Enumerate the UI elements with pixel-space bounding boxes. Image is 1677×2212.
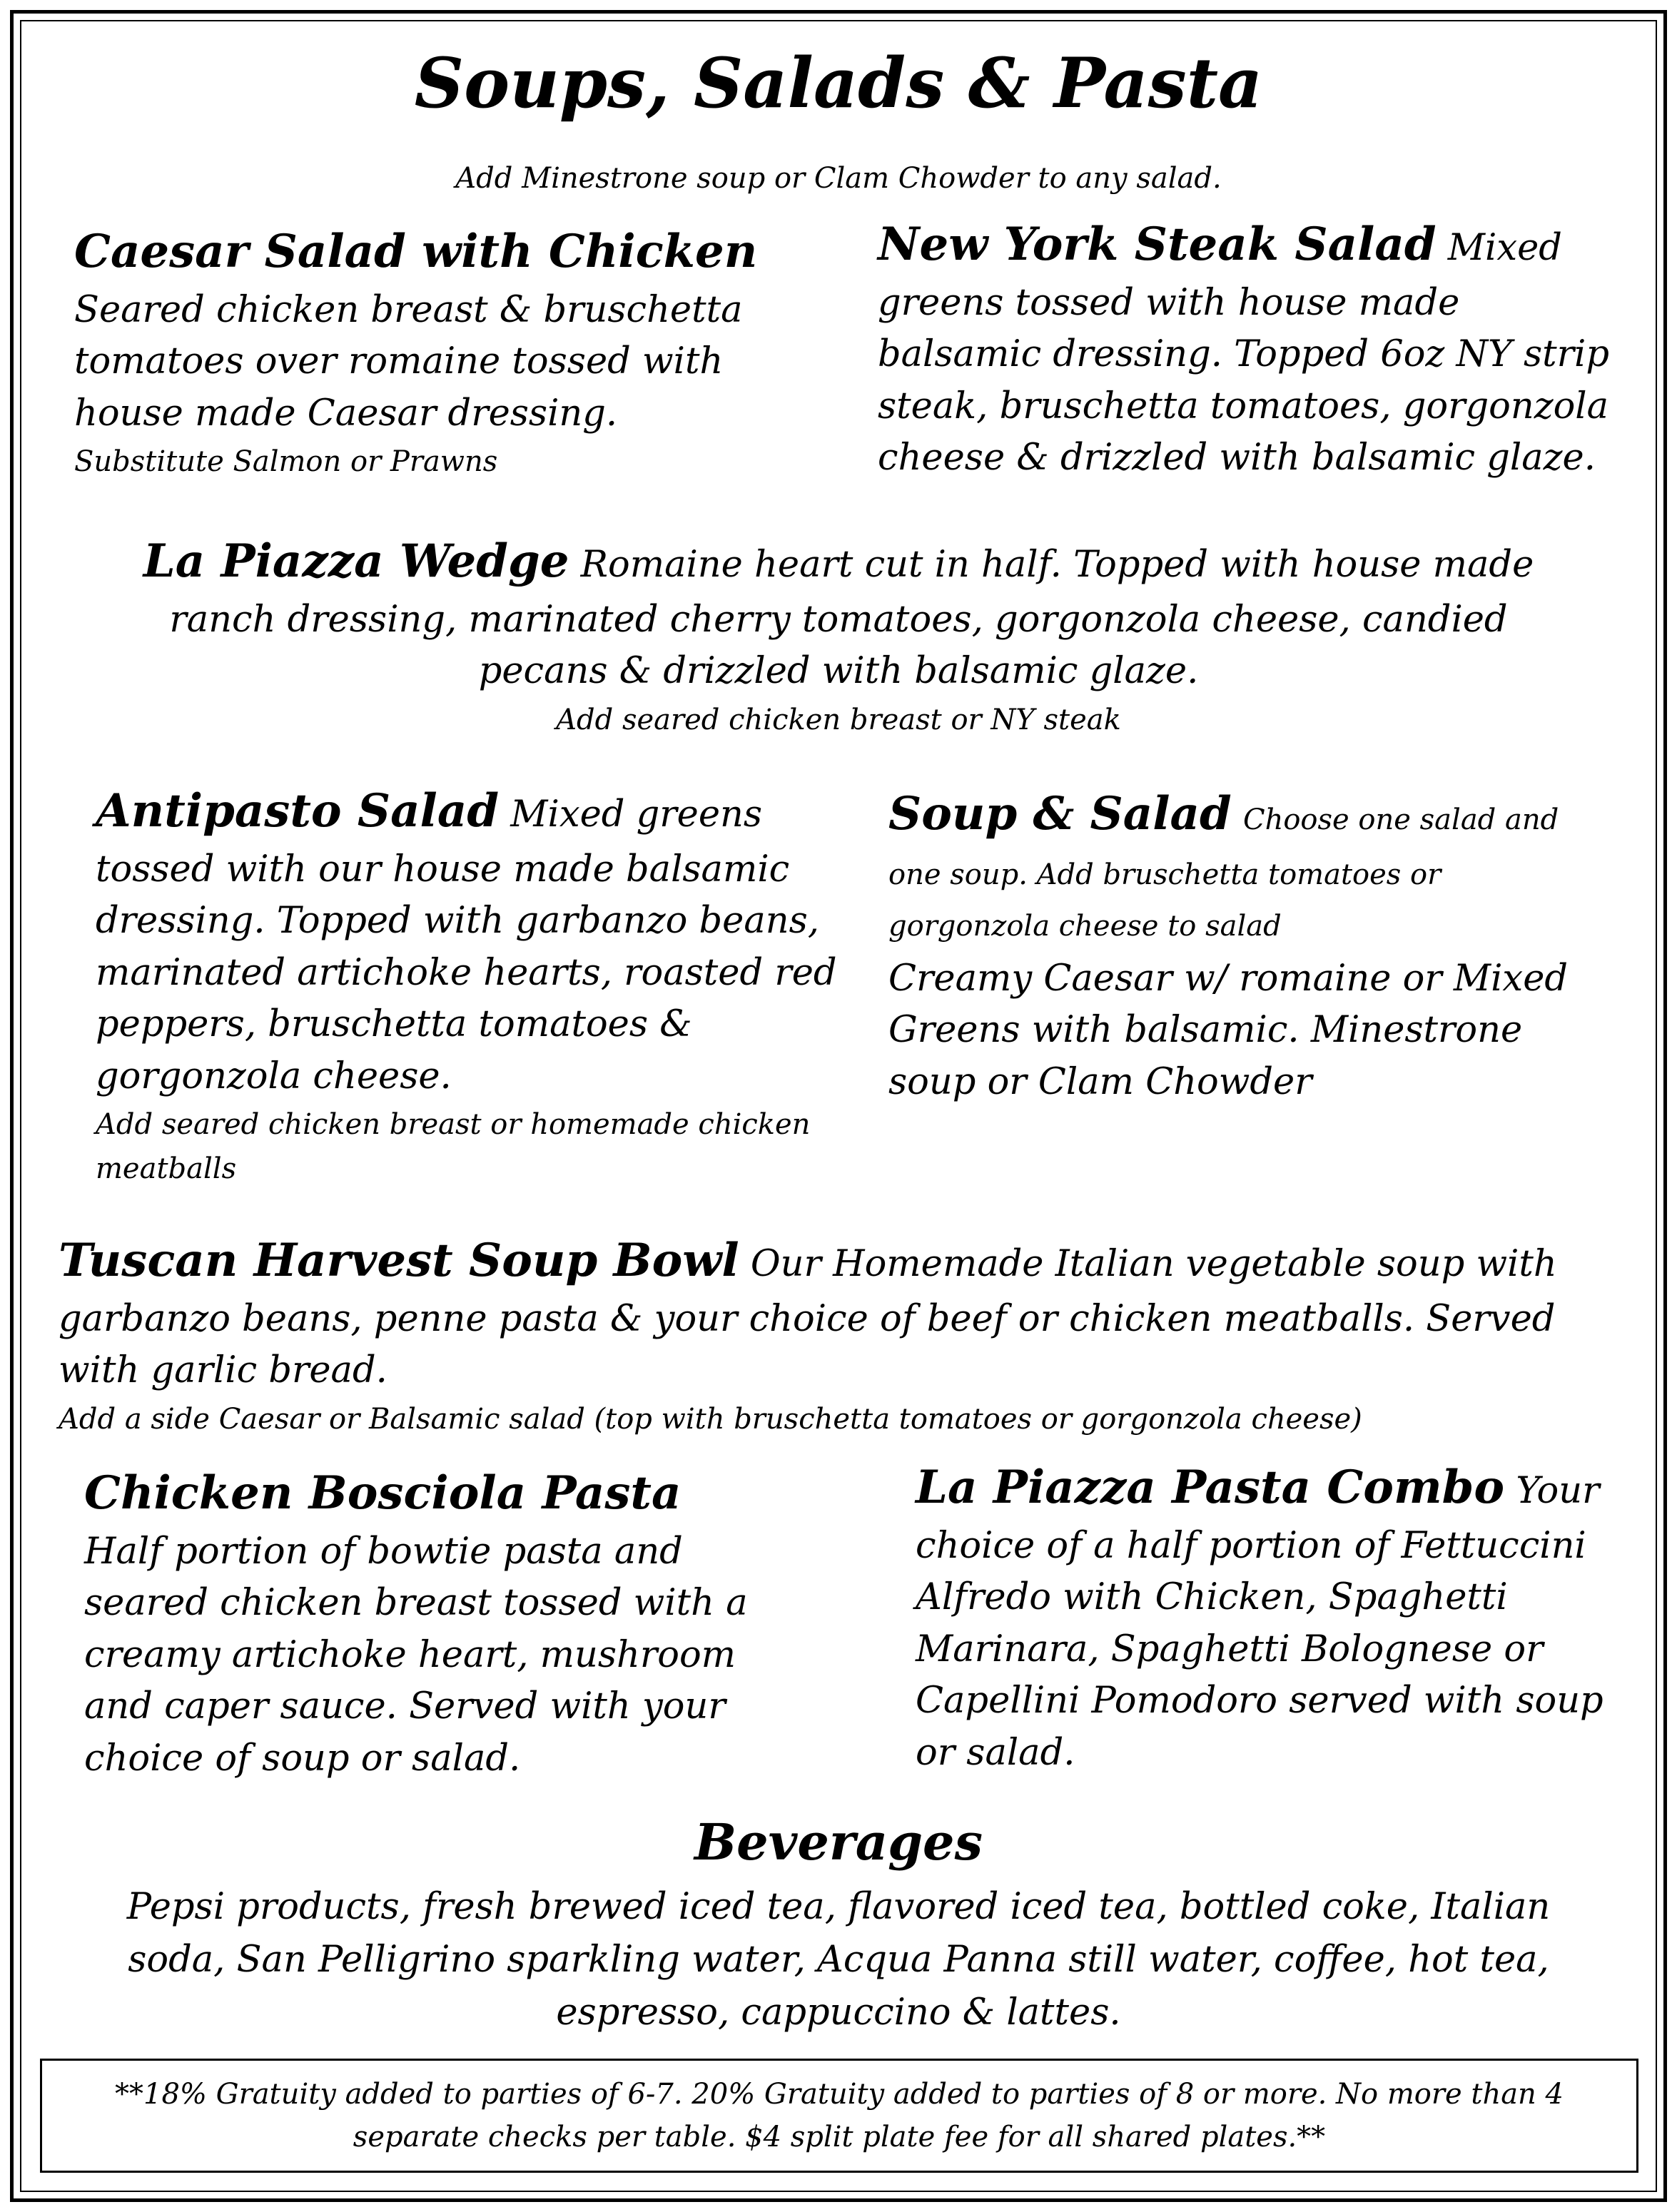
item-name: La Piazza Pasta Combo bbox=[916, 1461, 1505, 1514]
menu-item-caesar-salad bbox=[74, 220, 831, 484]
intro-note: Add Minestrone soup or Clam Chowder to any salad. bbox=[455, 162, 1222, 195]
item-description: Mixed greens tossed with house made balsamic dressing. Topped 6oz NY strip steak, bruschetta tomatoes, gorgonzola cheese & drizzled with balsamic glaze. bbox=[878, 227, 1610, 480]
item-name: Tuscan Harvest Soup Bowl bbox=[59, 1234, 739, 1287]
menu-item-la-piazza-pasta-combo bbox=[916, 1456, 1643, 1779]
menu-item-la-piazza-wedge bbox=[100, 529, 1577, 742]
beverages-list: Pepsi products, fresh brewed iced tea, flavored iced tea, bottled coke, Italian soda, San Pelligrino sparkling water, Acqua Panna still water, coffee, hot tea, espresso, cappuccino & lattes. bbox=[126, 1886, 1551, 2034]
beverages-heading: Beverages bbox=[694, 1812, 983, 1872]
menu-item-antipasto-salad bbox=[96, 779, 838, 1191]
item-note: Add seared chicken breast or NY steak bbox=[556, 703, 1121, 736]
item-name: Soup & Salad bbox=[888, 787, 1232, 841]
item-description: Half portion of bowtie pasta and seared chicken breast tossed with a creamy artichoke heart, mushroom and caper sauce. Served with your choice of soup or salad. bbox=[84, 1530, 748, 1780]
item-name: Antipasto Salad bbox=[96, 784, 500, 838]
menu-item-soup-and-salad bbox=[888, 782, 1602, 950]
item-description: Seared chicken breast & bruschetta tomatoes over romaine tossed with house made Caesar dressing. bbox=[74, 288, 743, 435]
item-note: Substitute Salmon or Prawns bbox=[74, 445, 498, 479]
item-name: Chicken Bosciola Pasta bbox=[84, 1466, 682, 1520]
item-name: La Piazza Wedge bbox=[143, 534, 569, 588]
menu-item-tuscan-harvest-soup bbox=[59, 1229, 1628, 1441]
item-note: Add seared chicken breast or homemade chicken meatballs bbox=[96, 1107, 811, 1185]
item-note: Add a side Caesar or Balsamic salad (top with bruschetta tomatoes or gorgonzola cheese) bbox=[59, 1402, 1362, 1436]
gratuity-notice-box bbox=[40, 2059, 1638, 2173]
item-name: New York Steak Salad bbox=[878, 218, 1437, 271]
menu-item-ny-steak-salad bbox=[878, 213, 1634, 484]
gratuity-notice: **18% Gratuity added to parties of 6-7. 20% Gratuity added to parties of 8 or more. No more than 4 separate checks per table. $4 split plate fee for all shared plates.** bbox=[115, 2078, 1564, 2153]
soup-and-salad-options: Creamy Caesar w/ romaine or Mixed Greens with balsamic. Minestrone soup or Clam Chowder bbox=[888, 958, 1569, 1103]
item-description: Mixed greens tossed with our house made balsamic dressing. Topped with garbanzo beans, marinated artichoke hearts, roasted red peppers, bruschetta tomatoes & gorgonzola cheese. bbox=[96, 793, 837, 1097]
item-description: Romaine heart cut in half. Topped with house made ranch dressing, marinated cherry tomatoes, gorgonzola cheese, candied pecans & drizzled with balsamic glaze. bbox=[169, 544, 1534, 693]
item-description: Choose one salad and one soup. Add bruschetta tomatoes or gorgonzola cheese to salad bbox=[888, 803, 1559, 943]
item-description: Our Homemade Italian vegetable soup with garbanzo beans, penne pasta & your choice of beef or chicken meatballs. Served with garlic bread. bbox=[59, 1243, 1557, 1392]
menu-item-chicken-bosciola-pasta bbox=[84, 1461, 769, 1785]
page-title: Soups, Salads & Pasta bbox=[414, 43, 1263, 123]
item-description: Your choice of a half portion of Fettuccini Alfredo with Chicken, Spaghetti Marinara, Spaghetti Bolognese or Capellini Pomodoro served with soup or salad. bbox=[916, 1470, 1603, 1774]
item-name: Caesar Salad with Chicken bbox=[74, 225, 758, 278]
